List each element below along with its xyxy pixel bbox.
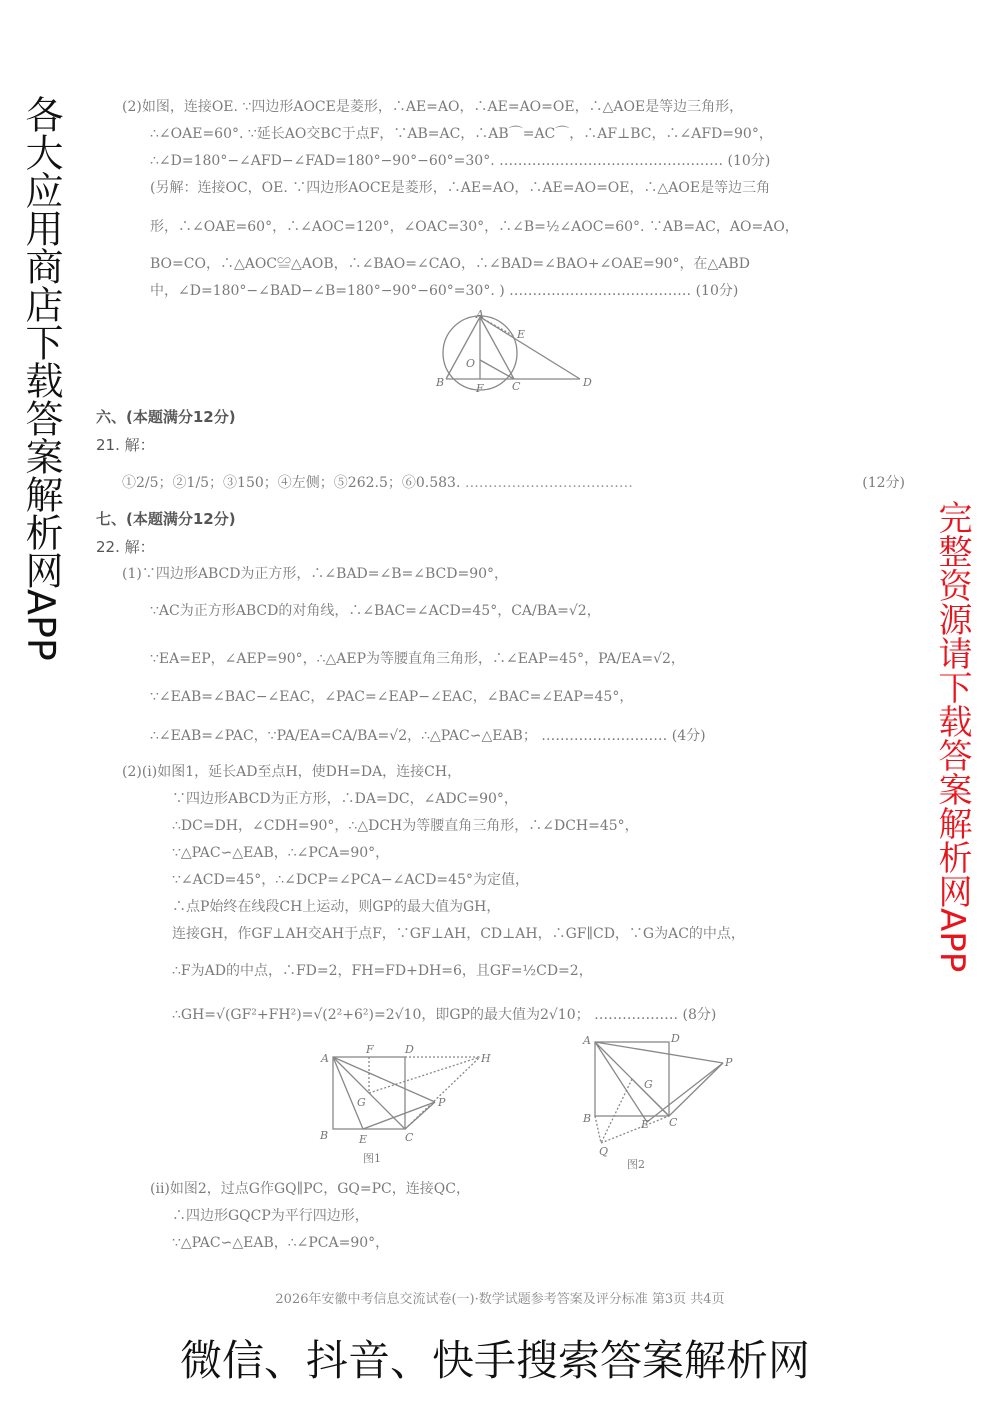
text-line: 连接GH，作GF⊥AH交AH于点F，∵GF⊥AH，CD⊥AH，∴GF∥CD，∵G为AC的中点， (172, 926, 745, 942)
text-line: ∵△PAC∽△EAB，∴∠PCA=90°， (172, 1235, 390, 1251)
point-label: G (644, 1078, 653, 1091)
point-label: P (725, 1056, 733, 1069)
point-label: A (583, 1034, 591, 1047)
point-label: C (405, 1131, 414, 1144)
point-label: Q (599, 1145, 609, 1158)
section-heading: 七、(本题满分12分) (96, 510, 236, 528)
figure-caption: 图1 (363, 1152, 381, 1165)
figure-2 (575, 1030, 745, 1175)
text-line: 中，∠D=180°−∠BAD−∠B=180°−90°−60°=30°. ) ………………………………… (10分) (150, 283, 739, 299)
point-label: G (357, 1096, 366, 1109)
point-label: C (669, 1116, 678, 1129)
text-line: (2)(i)如图1，延长AD至点H，使DH=DA，连接CH， (122, 764, 462, 780)
point-label: F (366, 1043, 374, 1056)
circle-geometry-figure (430, 310, 600, 400)
point-label: O (466, 357, 476, 370)
point-label: H (481, 1052, 491, 1065)
text-line: ∵∠ACD=45°，∴∠DCP=∠PCA−∠ACD=45°为定值， (172, 872, 529, 888)
answer-line (122, 474, 633, 492)
point-label: A (476, 310, 484, 321)
text-line: (2)如图，连接OE. ∵四边形AOCE是菱形，∴AE=AO，∴AE=AO=OE，∴△AOE是等边三角形， (122, 99, 744, 115)
point-label: E (641, 1118, 650, 1131)
text-line: (1)∵四边形ABCD为正方形，∴∠BAD=∠B=∠BCD=90°， (122, 566, 509, 582)
watermark-top-left: 各大应用商店下载答案解析网APP (19, 95, 63, 661)
text-line: ∵四边形ABCD为正方形，∴DA=DC，∠ADC=90°， (172, 791, 518, 807)
point-label: P (438, 1096, 446, 1109)
text-line: (另解：连接OC，OE. ∵四边形AOCE是菱形，∴AE=AO，∴AE=AO=OE，∴△AOE是等边三角 (150, 180, 771, 196)
watermark-bottom-right: 微信、抖音、快手搜索答案解析网 (180, 1336, 811, 1385)
figure-1 (315, 1040, 500, 1170)
question-number: 22. 解： (96, 538, 155, 556)
figure-caption: 图2 (627, 1158, 645, 1171)
score: (12分) (862, 475, 905, 491)
point-label: D (671, 1032, 680, 1045)
text-line: ∵△PAC∽△EAB，∴∠PCA=90°， (172, 845, 390, 861)
point-label: B (583, 1112, 592, 1125)
text-line: ∴F为AD的中点，∴FD=2，FH=FD+DH=6，且GF=½CD=2， (172, 963, 593, 979)
text-line: ∴DC=DH，∠CDH=90°，∴△DCH为等腰直角三角形，∴∠DCH=45°， (172, 818, 639, 834)
text-line: ∴点P始终在线段CH上运动，则GP的最大值为GH， (172, 899, 501, 915)
point-label: B (320, 1129, 329, 1142)
point-label: E (359, 1133, 368, 1146)
text-line: (ii)如图2，过点G作GQ∥PC，GQ=PC，连接QC， (150, 1181, 470, 1197)
point-label: D (583, 376, 592, 389)
text-line: ∵EA=EP，∠AEP=90°，∴△AEP为等腰直角三角形，∴∠EAP=45°，PA/EA=√2， (150, 651, 685, 667)
page-footer: 2026年安徽中考信息交流试卷(一)·数学试题参考答案及评分标准 第3页 共4页 (275, 1292, 725, 1307)
text-line: ∴GH=√(GF²+FH²)=√(2²+6²)=2√10，即GP的最大值为2√10； ……………… (8分) (172, 1007, 717, 1023)
point-label: C (512, 380, 521, 393)
section-heading: 六、(本题满分12分) (96, 408, 236, 426)
question-number: 21. 解： (96, 436, 155, 454)
answer-text: ①2/5；②1/5；③150；④左侧；⑤262.5；⑥0.583. (122, 475, 461, 491)
point-label: D (405, 1043, 414, 1056)
point-label: B (436, 376, 445, 389)
point-label: E (517, 328, 526, 341)
watermark-center: 完整资源请下载答案解析网APP (932, 500, 972, 973)
text-line: ∴∠D=180°−∠AFD−∠FAD=180°−90°−60°=30°. ………………………………………… (10分) (150, 153, 771, 169)
text-line: ∴四边形GQCP为平行四边形， (172, 1208, 369, 1224)
point-label: F (476, 382, 484, 395)
text-line: BO=CO，∴△AOC≌△AOB，∴∠BAO=∠CAO，∴∠BAD=∠BAO+∠OAE=90°，在△ABD (150, 256, 750, 272)
text-line: 形，∴∠OAE=60°，∴∠AOC=120°，∠OAC=30°，∴∠B=½∠AOC=60°. ∵AB=AC，AO=AO， (150, 219, 799, 235)
point-label: A (321, 1052, 329, 1065)
text-line: ∵∠EAB=∠BAC−∠EAC，∠PAC=∠EAP−∠EAC，∠BAC=∠EAP=45°， (150, 689, 634, 705)
text-line: ∴∠EAB=∠PAC，∵PA/EA=CA/BA=√2，∴△PAC∽△EAB； ……………………… (4分) (150, 728, 706, 744)
text-line: ∵AC为正方形ABCD的对角线，∴∠BAC=∠ACD=45°，CA/BA=√2， (150, 603, 601, 619)
text-line: ∴∠OAE=60°. ∵延长AO交BC于点F，∵AB=AC，∴AB⌒=AC⌒，∴AF⊥BC，∴∠AFD=90°， (150, 126, 773, 142)
dot-leader: ……………………………… (464, 475, 633, 491)
